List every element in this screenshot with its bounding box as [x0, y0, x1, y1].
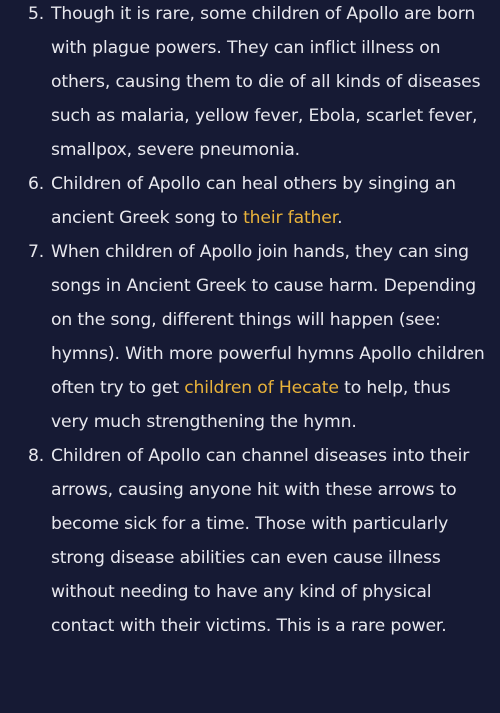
list-item-5	[0, 0, 500, 167]
their-father-link[interactable]: their father	[243, 208, 338, 228]
item-text: When children of Apollo join hands, they can sing songs in Ancient Greek to cause harm. Depending on the song, different things will happen (see: hymns). With more powerful hymns Apollo children often try to get	[51, 242, 485, 398]
children-of-hecate-link[interactable]: children of Hecate	[184, 378, 339, 398]
item-text-end: .	[337, 208, 343, 228]
list-item-6	[0, 167, 500, 235]
item-number: 8.	[28, 446, 45, 466]
item-text: Though it is rare, some children of Apollo are born with plague powers. They can inflict illness on others, causing them to die of all kinds of diseases such as malaria, yellow fever, Ebola, scarlet fever, smallpox, severe pneumonia.	[51, 4, 481, 160]
item-number: 5.	[28, 4, 45, 24]
item-number: 6.	[28, 174, 45, 194]
list-item-7	[0, 235, 500, 439]
item-number: 7.	[28, 242, 45, 262]
item-text: Children of Apollo can heal others by singing an ancient Greek song to	[51, 174, 456, 228]
list-item-8	[0, 439, 500, 643]
item-text-end: to help, thus very much strengthening the hymn.	[51, 378, 451, 432]
item-text: Children of Apollo can channel diseases into their arrows, causing anyone hit with these arrows to become sick for a time. Those with particularly strong disease abilities can even cause illness without needing to have any kind of physical contact with their victims. This is a rare power.	[51, 446, 470, 636]
